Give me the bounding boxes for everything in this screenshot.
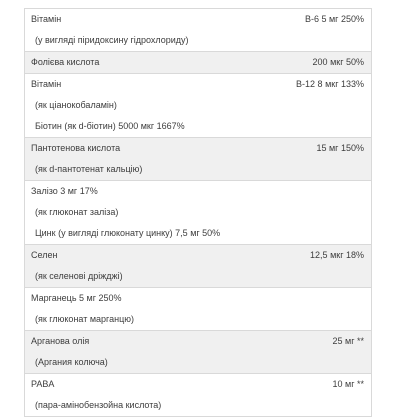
nutrient-detail: (як d-пантотенат кальцію) [35,164,143,174]
nutrient-name: Марганець 5 мг 250% [31,293,122,303]
nutrient-detail: Цинк (у вигляді глюконату цинку) 7,5 мг 50% [35,228,221,238]
nutrient-name: Селен [31,250,58,260]
nutrient-amount: 10 мг ** [332,379,364,389]
nutrient-name: Залізо 3 мг 17% [31,186,98,196]
nutrient-amount: В-12 8 мкг 133% [296,79,364,89]
table-row [25,9,371,52]
table-row [25,245,371,288]
nutrient-detail: (пара-амінобензойна кислота) [35,400,162,410]
nutrient-detail-line [25,395,371,416]
nutrient-detail: (як селенові дріжджі) [35,271,123,281]
table-row [25,181,371,245]
nutrient-detail: (як ціанокобаламін) [35,100,117,110]
nutrient-detail-line [25,309,371,330]
nutrient-line [25,52,371,73]
nutrient-detail: (у вигляді піридоксину гідрохлориду) [35,35,189,45]
nutrient-detail: (як глюконат заліза) [35,207,119,217]
nutrient-amount: 12,5 мкг 18% [310,250,364,260]
nutrient-name: Вітамін [31,14,62,24]
nutrient-line [25,374,371,395]
nutrient-detail: (Аргания колюча) [35,357,108,367]
nutrient-detail-line [25,116,371,137]
nutrient-amount: 15 мг 150% [316,143,364,153]
table-row [25,74,371,138]
nutrient-line [25,138,371,159]
table-row [25,138,371,181]
nutrient-name: Фолієва кислота [31,57,100,67]
nutrient-detail-line [25,159,371,180]
table-row [25,52,371,74]
nutrient-name: Арганова олія [31,336,90,346]
nutrient-line [25,9,371,30]
nutrient-line [25,288,371,309]
nutrient-name: PABA [31,379,55,389]
nutrient-detail: (як глюконат марганцю) [35,314,134,324]
nutrient-name: Вітамін [31,79,62,89]
nutrient-line [25,245,371,266]
nutrient-name: Пантотенова кислота [31,143,121,153]
nutrient-line [25,181,371,202]
nutrient-detail-line [25,223,371,244]
table-row [25,331,371,374]
table-row [25,288,371,331]
nutrient-detail-line [25,202,371,223]
nutrient-detail: Біотин (як d-біотин) 5000 мкг 1667% [35,121,185,131]
nutrient-amount: 200 мкг 50% [312,57,364,67]
table-row [25,374,371,417]
nutrient-line [25,74,371,95]
nutrient-detail-line [25,266,371,287]
nutrient-detail-line [25,30,371,51]
nutrient-detail-line [25,95,371,116]
supplement-facts-table [24,8,372,417]
nutrient-amount: В-6 5 мг 250% [304,14,364,24]
nutrient-line [25,331,371,352]
nutrient-detail-line [25,352,371,373]
nutrient-amount: 25 мг ** [332,336,364,346]
